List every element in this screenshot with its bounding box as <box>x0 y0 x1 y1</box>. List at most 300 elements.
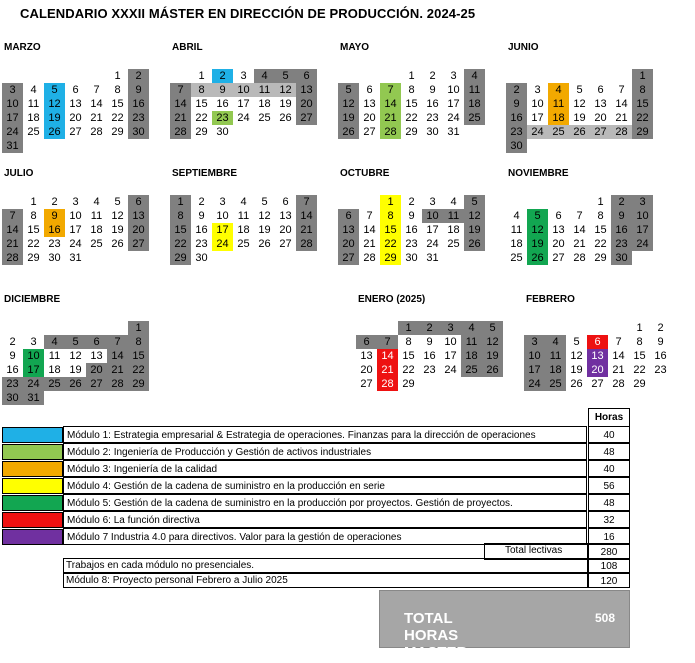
day-number: 23 <box>510 126 523 138</box>
day-number: 2 <box>426 322 433 334</box>
day-number: 27 <box>360 378 373 390</box>
day-number: 31 <box>447 126 460 138</box>
day-number: 19 <box>48 112 61 124</box>
day-number: 8 <box>405 336 412 348</box>
day-number: 23 <box>48 238 61 250</box>
day-number: 30 <box>405 252 418 264</box>
day-number: 27 <box>279 238 292 250</box>
day-number: 14 <box>363 224 376 236</box>
day-number: 29 <box>636 126 649 138</box>
day-number: 10 <box>237 84 250 96</box>
legend-swatch <box>2 478 63 494</box>
day-number: 7 <box>114 336 121 348</box>
month-name: MARZO <box>4 42 41 53</box>
day-number: 6 <box>597 84 604 96</box>
day-number: 13 <box>360 350 373 362</box>
day-number: 2 <box>657 322 664 334</box>
day-number: 19 <box>111 224 124 236</box>
day-number: 21 <box>174 112 187 124</box>
day-number: 28 <box>6 252 19 264</box>
month-name: MAYO <box>340 42 370 53</box>
day-number: 10 <box>444 336 457 348</box>
day-number: 11 <box>48 350 61 362</box>
legend-swatch <box>2 495 63 511</box>
day-number: 29 <box>27 252 40 264</box>
day-number: 9 <box>198 210 205 222</box>
day-number: 28 <box>615 126 628 138</box>
day-number: 2 <box>429 70 436 82</box>
day-number: 23 <box>654 364 667 376</box>
day-number: 28 <box>111 378 124 390</box>
day-number: 26 <box>69 378 82 390</box>
day-number: 2 <box>9 336 16 348</box>
total-lectivas-label: Total lectivas <box>505 545 563 556</box>
legend-module-text: Módulo 1: Estrategia empresarial & Estrategia de operaciones. Finanzas para la dirección de operaciones <box>63 426 587 443</box>
day-number: 3 <box>531 336 538 348</box>
day-number: 16 <box>423 350 436 362</box>
day-number: 15 <box>405 98 418 110</box>
day-number: 23 <box>426 112 439 124</box>
day-number: 20 <box>360 364 373 376</box>
extra-row-hours: 120 <box>588 573 630 588</box>
page-title: CALENDARIO XXXII MÁSTER EN DIRECCIÓN DE PRODUCCIÓN. 2024-25 <box>20 6 476 21</box>
day-number: 13 <box>132 210 145 222</box>
day-number: 18 <box>27 112 40 124</box>
legend-swatch <box>2 461 63 477</box>
day-number: 29 <box>402 378 415 390</box>
day-number: 1 <box>114 70 121 82</box>
day-number: 3 <box>9 84 16 96</box>
day-number: 13 <box>279 210 292 222</box>
day-number: 24 <box>216 238 229 250</box>
day-number: 30 <box>615 252 628 264</box>
day-number: 12 <box>69 350 82 362</box>
day-number: 20 <box>594 112 607 124</box>
day-number: 22 <box>402 364 415 376</box>
month-name: ENERO (2025) <box>358 294 426 305</box>
day-number: 8 <box>636 336 643 348</box>
day-number: 29 <box>174 252 187 264</box>
month-name: ABRIL <box>172 42 203 53</box>
day-number: 3 <box>534 84 541 96</box>
day-number: 9 <box>657 336 664 348</box>
day-number: 21 <box>111 364 124 376</box>
day-number: 11 <box>258 84 271 96</box>
day-number: 25 <box>237 238 250 250</box>
day-number: 7 <box>93 84 100 96</box>
day-number: 2 <box>51 196 58 208</box>
day-number: 16 <box>615 224 628 236</box>
day-number: 8 <box>408 84 415 96</box>
day-number: 16 <box>654 350 667 362</box>
extra-row-text: Trabajos en cada módulo no presenciales. <box>66 560 255 571</box>
day-number: 15 <box>402 350 415 362</box>
day-number: 16 <box>6 364 19 376</box>
day-number: 13 <box>90 350 103 362</box>
day-number: 14 <box>300 210 313 222</box>
extra-row-frame <box>63 573 588 588</box>
day-number: 15 <box>132 350 145 362</box>
day-number: 7 <box>177 84 184 96</box>
day-number: 8 <box>30 210 37 222</box>
day-number: 28 <box>363 252 376 264</box>
day-number: 29 <box>384 252 397 264</box>
day-number: 8 <box>597 210 604 222</box>
day-number: 24 <box>27 378 40 390</box>
day-number: 24 <box>528 378 541 390</box>
month-name: JUNIO <box>508 42 539 53</box>
day-number: 23 <box>195 238 208 250</box>
day-number: 28 <box>300 238 313 250</box>
day-number: 5 <box>72 336 79 348</box>
day-number: 24 <box>531 126 544 138</box>
day-number: 3 <box>30 336 37 348</box>
day-number: 30 <box>132 126 145 138</box>
day-number: 10 <box>528 350 541 362</box>
day-number: 9 <box>426 336 433 348</box>
day-number: 12 <box>279 84 292 96</box>
legend-module-hours: 48 <box>588 443 630 460</box>
day-number: 2 <box>513 84 520 96</box>
day-number: 28 <box>612 378 625 390</box>
day-number: 12 <box>531 224 544 236</box>
month-name: OCTUBRE <box>340 168 390 179</box>
day-number: 10 <box>216 210 229 222</box>
day-number: 3 <box>639 196 646 208</box>
total-lectivas-value: 280 <box>588 543 630 560</box>
day-number: 8 <box>387 210 394 222</box>
legend-swatch <box>2 512 63 528</box>
day-number: 19 <box>573 112 586 124</box>
day-number: 29 <box>633 378 646 390</box>
day-number: 5 <box>261 196 268 208</box>
day-number: 21 <box>300 224 313 236</box>
day-number: 13 <box>300 84 313 96</box>
day-number: 16 <box>195 224 208 236</box>
day-number: 6 <box>345 210 352 222</box>
day-number: 14 <box>6 224 19 236</box>
month-name: JULIO <box>4 168 34 179</box>
day-number: 13 <box>552 224 565 236</box>
day-number: 25 <box>465 364 478 376</box>
day-number: 1 <box>135 322 142 334</box>
day-number: 7 <box>576 210 583 222</box>
day-number: 22 <box>111 112 124 124</box>
day-number: 19 <box>468 224 481 236</box>
day-number: 18 <box>447 224 460 236</box>
day-number: 29 <box>195 126 208 138</box>
day-number: 19 <box>258 224 271 236</box>
day-number: 30 <box>216 126 229 138</box>
day-number: 1 <box>30 196 37 208</box>
day-number: 17 <box>27 364 40 376</box>
day-number: 11 <box>27 98 40 110</box>
day-number: 27 <box>132 238 145 250</box>
day-number: 1 <box>387 196 394 208</box>
day-number: 7 <box>618 84 625 96</box>
day-number: 3 <box>72 196 79 208</box>
day-number: 7 <box>366 210 373 222</box>
day-number: 27 <box>300 112 313 124</box>
day-number: 11 <box>447 210 460 222</box>
day-number: 14 <box>384 98 397 110</box>
day-number: 20 <box>279 224 292 236</box>
day-number: 11 <box>237 210 250 222</box>
day-number: 26 <box>468 238 481 250</box>
extra-row-frame <box>63 558 588 573</box>
day-number: 24 <box>444 364 457 376</box>
day-number: 3 <box>240 70 247 82</box>
day-number: 29 <box>132 378 145 390</box>
day-number: 5 <box>114 196 121 208</box>
day-number: 2 <box>408 196 415 208</box>
day-number: 26 <box>48 126 61 138</box>
day-number: 1 <box>636 322 643 334</box>
day-number: 27 <box>342 252 355 264</box>
day-number: 10 <box>426 210 439 222</box>
day-number: 17 <box>636 224 649 236</box>
day-number: 24 <box>426 238 439 250</box>
day-number: 16 <box>426 98 439 110</box>
legend-module-hours: 16 <box>588 528 630 545</box>
day-number: 6 <box>72 84 79 96</box>
day-number: 2 <box>135 70 142 82</box>
day-number: 20 <box>552 238 565 250</box>
day-number: 17 <box>69 224 82 236</box>
day-number: 17 <box>426 224 439 236</box>
day-number: 4 <box>468 322 475 334</box>
day-number: 13 <box>363 98 376 110</box>
day-number: 2 <box>219 70 226 82</box>
day-number: 9 <box>219 84 226 96</box>
day-number: 1 <box>177 196 184 208</box>
day-number: 9 <box>513 98 520 110</box>
day-number: 23 <box>132 112 145 124</box>
day-number: 9 <box>618 210 625 222</box>
legend-module-text: Módulo 2: Ingeniería de Producción y Gestión de activos industriales <box>63 443 587 460</box>
day-number: 12 <box>486 336 499 348</box>
day-number: 7 <box>615 336 622 348</box>
day-number: 28 <box>90 126 103 138</box>
day-number: 25 <box>48 378 61 390</box>
day-number: 6 <box>303 70 310 82</box>
day-number: 11 <box>549 350 562 362</box>
day-number: 4 <box>471 70 478 82</box>
day-number: 13 <box>342 224 355 236</box>
day-number: 30 <box>510 140 523 152</box>
day-number: 6 <box>366 84 373 96</box>
day-number: 10 <box>27 350 40 362</box>
day-number: 18 <box>237 224 250 236</box>
day-number: 14 <box>90 98 103 110</box>
day-number: 15 <box>195 98 208 110</box>
day-number: 22 <box>132 364 145 376</box>
day-number: 11 <box>465 336 478 348</box>
day-number: 8 <box>177 210 184 222</box>
day-number: 4 <box>30 84 37 96</box>
day-number: 25 <box>447 238 460 250</box>
day-number: 19 <box>486 350 499 362</box>
day-number: 16 <box>405 224 418 236</box>
day-number: 2 <box>618 196 625 208</box>
day-number: 13 <box>69 98 82 110</box>
day-number: 18 <box>465 350 478 362</box>
day-number: 7 <box>387 84 394 96</box>
day-number: 25 <box>552 126 565 138</box>
extra-row-hours: 108 <box>588 558 630 573</box>
day-number: 18 <box>468 98 481 110</box>
day-number: 22 <box>195 112 208 124</box>
day-number: 19 <box>531 238 544 250</box>
day-number: 25 <box>549 378 562 390</box>
day-number: 1 <box>408 70 415 82</box>
day-number: 6 <box>93 336 100 348</box>
day-number: 18 <box>510 238 523 250</box>
day-number: 17 <box>237 98 250 110</box>
day-number: 6 <box>135 196 142 208</box>
day-number: 21 <box>363 238 376 250</box>
day-number: 8 <box>114 84 121 96</box>
month-name: DICIEMBRE <box>4 294 61 305</box>
day-number: 15 <box>111 98 124 110</box>
day-number: 4 <box>555 84 562 96</box>
day-number: 24 <box>237 112 250 124</box>
day-number: 10 <box>636 210 649 222</box>
day-number: 20 <box>342 238 355 250</box>
day-number: 23 <box>6 378 19 390</box>
day-number: 4 <box>261 70 268 82</box>
day-number: 5 <box>573 336 580 348</box>
day-number: 25 <box>258 112 271 124</box>
day-number: 10 <box>531 98 544 110</box>
day-number: 4 <box>51 336 58 348</box>
day-number: 22 <box>405 112 418 124</box>
legend-module-text: Módulo 3: Ingeniería de la calidad <box>63 460 587 477</box>
legend-module-text: Módulo 5: Gestión de la cadena de suministro en la producción por proyectos. Gestión de proyectos. <box>63 494 587 511</box>
legend-module-hours: 56 <box>588 477 630 494</box>
legend-swatch <box>2 444 63 460</box>
day-number: 26 <box>531 252 544 264</box>
day-number: 26 <box>258 238 271 250</box>
day-number: 12 <box>111 210 124 222</box>
day-number: 12 <box>573 98 586 110</box>
day-number: 6 <box>282 196 289 208</box>
day-number: 25 <box>27 126 40 138</box>
day-number: 17 <box>216 224 229 236</box>
day-number: 31 <box>27 392 40 404</box>
day-number: 4 <box>450 196 457 208</box>
day-number: 5 <box>489 322 496 334</box>
legend-module-text: Módulo 7 Industria 4.0 para directivos. Valor para la gestión de operaciones <box>63 528 587 545</box>
day-number: 3 <box>219 196 226 208</box>
day-number: 27 <box>69 126 82 138</box>
legend-module-hours: 48 <box>588 494 630 511</box>
day-number: 15 <box>384 224 397 236</box>
day-number: 29 <box>111 126 124 138</box>
day-number: 6 <box>555 210 562 222</box>
month-name: FEBRERO <box>526 294 575 305</box>
day-number: 9 <box>51 210 58 222</box>
day-number: 26 <box>486 364 499 376</box>
day-number: 22 <box>636 112 649 124</box>
total-master-value: 508 <box>595 611 616 625</box>
day-number: 17 <box>444 350 457 362</box>
day-number: 16 <box>48 224 61 236</box>
day-number: 18 <box>90 224 103 236</box>
day-number: 4 <box>240 196 247 208</box>
day-number: 18 <box>258 98 271 110</box>
day-number: 20 <box>591 364 604 376</box>
day-number: 8 <box>198 84 205 96</box>
day-number: 24 <box>69 238 82 250</box>
day-number: 20 <box>90 364 103 376</box>
day-number: 1 <box>639 70 646 82</box>
day-number: 8 <box>135 336 142 348</box>
day-number: 4 <box>93 196 100 208</box>
day-number: 12 <box>48 98 61 110</box>
day-number: 28 <box>174 126 187 138</box>
day-number: 15 <box>174 224 187 236</box>
day-number: 28 <box>573 252 586 264</box>
day-number: 25 <box>90 238 103 250</box>
day-number: 23 <box>405 238 418 250</box>
day-number: 21 <box>90 112 103 124</box>
legend-module-hours: 40 <box>588 460 630 477</box>
day-number: 7 <box>384 336 391 348</box>
day-number: 27 <box>90 378 103 390</box>
day-number: 9 <box>135 84 142 96</box>
day-number: 10 <box>69 210 82 222</box>
day-number: 21 <box>573 238 586 250</box>
day-number: 18 <box>549 364 562 376</box>
day-number: 30 <box>48 252 61 264</box>
day-number: 7 <box>9 210 16 222</box>
day-number: 9 <box>9 350 16 362</box>
day-number: 10 <box>6 98 19 110</box>
day-number: 24 <box>447 112 460 124</box>
day-number: 11 <box>468 84 481 96</box>
day-number: 5 <box>471 196 478 208</box>
day-number: 14 <box>174 98 187 110</box>
day-number: 5 <box>534 210 541 222</box>
day-number: 19 <box>570 364 583 376</box>
day-number: 31 <box>69 252 82 264</box>
day-number: 15 <box>27 224 40 236</box>
day-number: 18 <box>552 112 565 124</box>
day-number: 16 <box>510 112 523 124</box>
day-number: 5 <box>51 84 58 96</box>
day-number: 28 <box>384 126 397 138</box>
day-number: 11 <box>510 224 523 236</box>
day-number: 22 <box>174 238 187 250</box>
day-number: 21 <box>612 364 625 376</box>
day-number: 16 <box>216 98 229 110</box>
legend-swatch <box>2 529 63 545</box>
legend-swatch <box>2 427 63 443</box>
day-number: 2 <box>198 196 205 208</box>
day-number: 20 <box>132 224 145 236</box>
day-number: 25 <box>468 112 481 124</box>
day-number: 9 <box>429 84 436 96</box>
day-number: 4 <box>552 336 559 348</box>
day-number: 10 <box>447 84 460 96</box>
day-number: 21 <box>615 112 628 124</box>
day-number: 24 <box>636 238 649 250</box>
day-number: 14 <box>612 350 625 362</box>
day-number: 17 <box>6 112 19 124</box>
day-number: 28 <box>381 378 394 390</box>
extra-row-text: Módulo 8: Proyecto personal Febrero a Julio 2025 <box>66 575 288 586</box>
